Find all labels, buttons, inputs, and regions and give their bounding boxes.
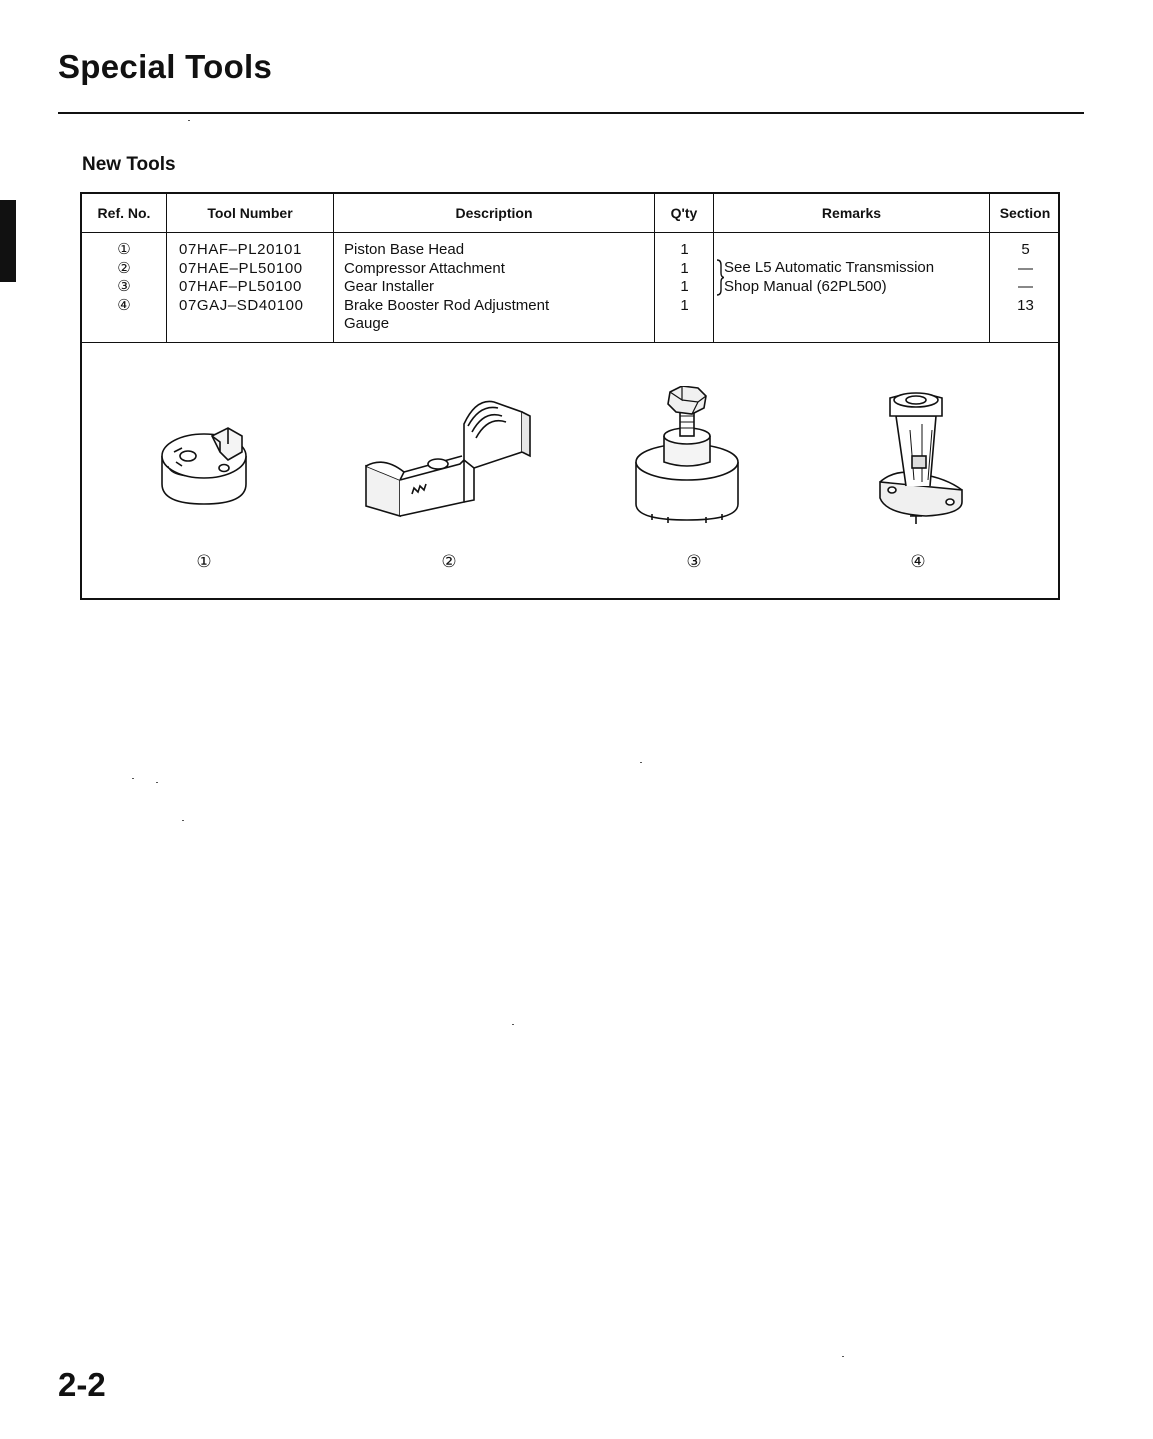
- scan-speck: [188, 120, 190, 121]
- header-ref-no: Ref. No.: [97, 205, 151, 221]
- ref-column: [82, 232, 166, 342]
- qty-1: 1: [680, 241, 689, 258]
- description-2: Compressor Attachment: [344, 259, 505, 277]
- scan-speck: [842, 1356, 844, 1357]
- tool-number-2: 07HAE–PL50100: [179, 259, 303, 277]
- description-4-cont: Gauge: [344, 315, 390, 332]
- header-qty: Q'ty: [654, 194, 713, 232]
- compressor-attachment-drawing: [364, 394, 534, 518]
- header-tool-number: Tool Number: [166, 194, 333, 232]
- header-description: Description: [333, 194, 654, 232]
- section-2: —: [1018, 259, 1033, 277]
- description-3: Gear Installer: [344, 278, 435, 295]
- callout-4: ④: [910, 552, 926, 571]
- qty-2: 1: [680, 259, 689, 277]
- scan-speck: [156, 782, 158, 783]
- page-title: Special Tools: [58, 48, 273, 85]
- scan-speck: [640, 762, 642, 763]
- tool-illustrations: [82, 342, 1058, 600]
- brace-icon: [716, 259, 724, 296]
- callout-2: ②: [441, 552, 457, 571]
- page-number: 2-2: [58, 1366, 106, 1403]
- description-1: Piston Base Head: [344, 241, 465, 258]
- tool-number-1: 07HAF–PL20101: [179, 241, 302, 258]
- remarks-column: [713, 232, 989, 342]
- section-subtitle: New Tools: [82, 154, 176, 175]
- scan-speck: [512, 1024, 514, 1025]
- tool-number-4: 07GAJ–SD40100: [179, 296, 304, 314]
- rod-gauge-drawing: [876, 390, 966, 526]
- ref-2: ②: [117, 259, 131, 277]
- special-tools-table: [80, 192, 1060, 600]
- table-header-row: [82, 194, 1058, 233]
- section-1: 5: [1021, 241, 1030, 258]
- tool-number-column: [166, 232, 333, 342]
- ref-4: ④: [117, 296, 131, 314]
- qty-column: [654, 232, 713, 342]
- description-column: [333, 232, 654, 342]
- ref-1: ①: [117, 241, 131, 258]
- table-body-row: [82, 232, 1058, 343]
- ref-3: ③: [117, 278, 131, 295]
- remarks-line-1: See L5 Automatic Transmission: [724, 259, 935, 276]
- qty-4: 1: [680, 296, 689, 314]
- gear-installer-drawing: [632, 386, 742, 526]
- section-3: —: [1018, 278, 1033, 295]
- callout-3: ③: [686, 552, 702, 571]
- remarks-line-2: Shop Manual (62PL500): [724, 277, 887, 295]
- section-edge-tab: [0, 200, 16, 282]
- title-rule: [58, 112, 1084, 114]
- scan-speck: [132, 778, 134, 779]
- callout-1: ①: [196, 552, 212, 571]
- piston-base-head-drawing: [158, 422, 250, 512]
- section-column: [989, 232, 1060, 342]
- section-4: 13: [1017, 296, 1034, 314]
- header-section: Section: [989, 194, 1060, 232]
- scan-speck: [182, 820, 184, 821]
- qty-3: 1: [680, 278, 689, 295]
- header-remarks: Remarks: [713, 194, 989, 232]
- description-4: Brake Booster Rod Adjustment: [344, 296, 550, 314]
- tool-number-3: 07HAF–PL50100: [179, 278, 302, 295]
